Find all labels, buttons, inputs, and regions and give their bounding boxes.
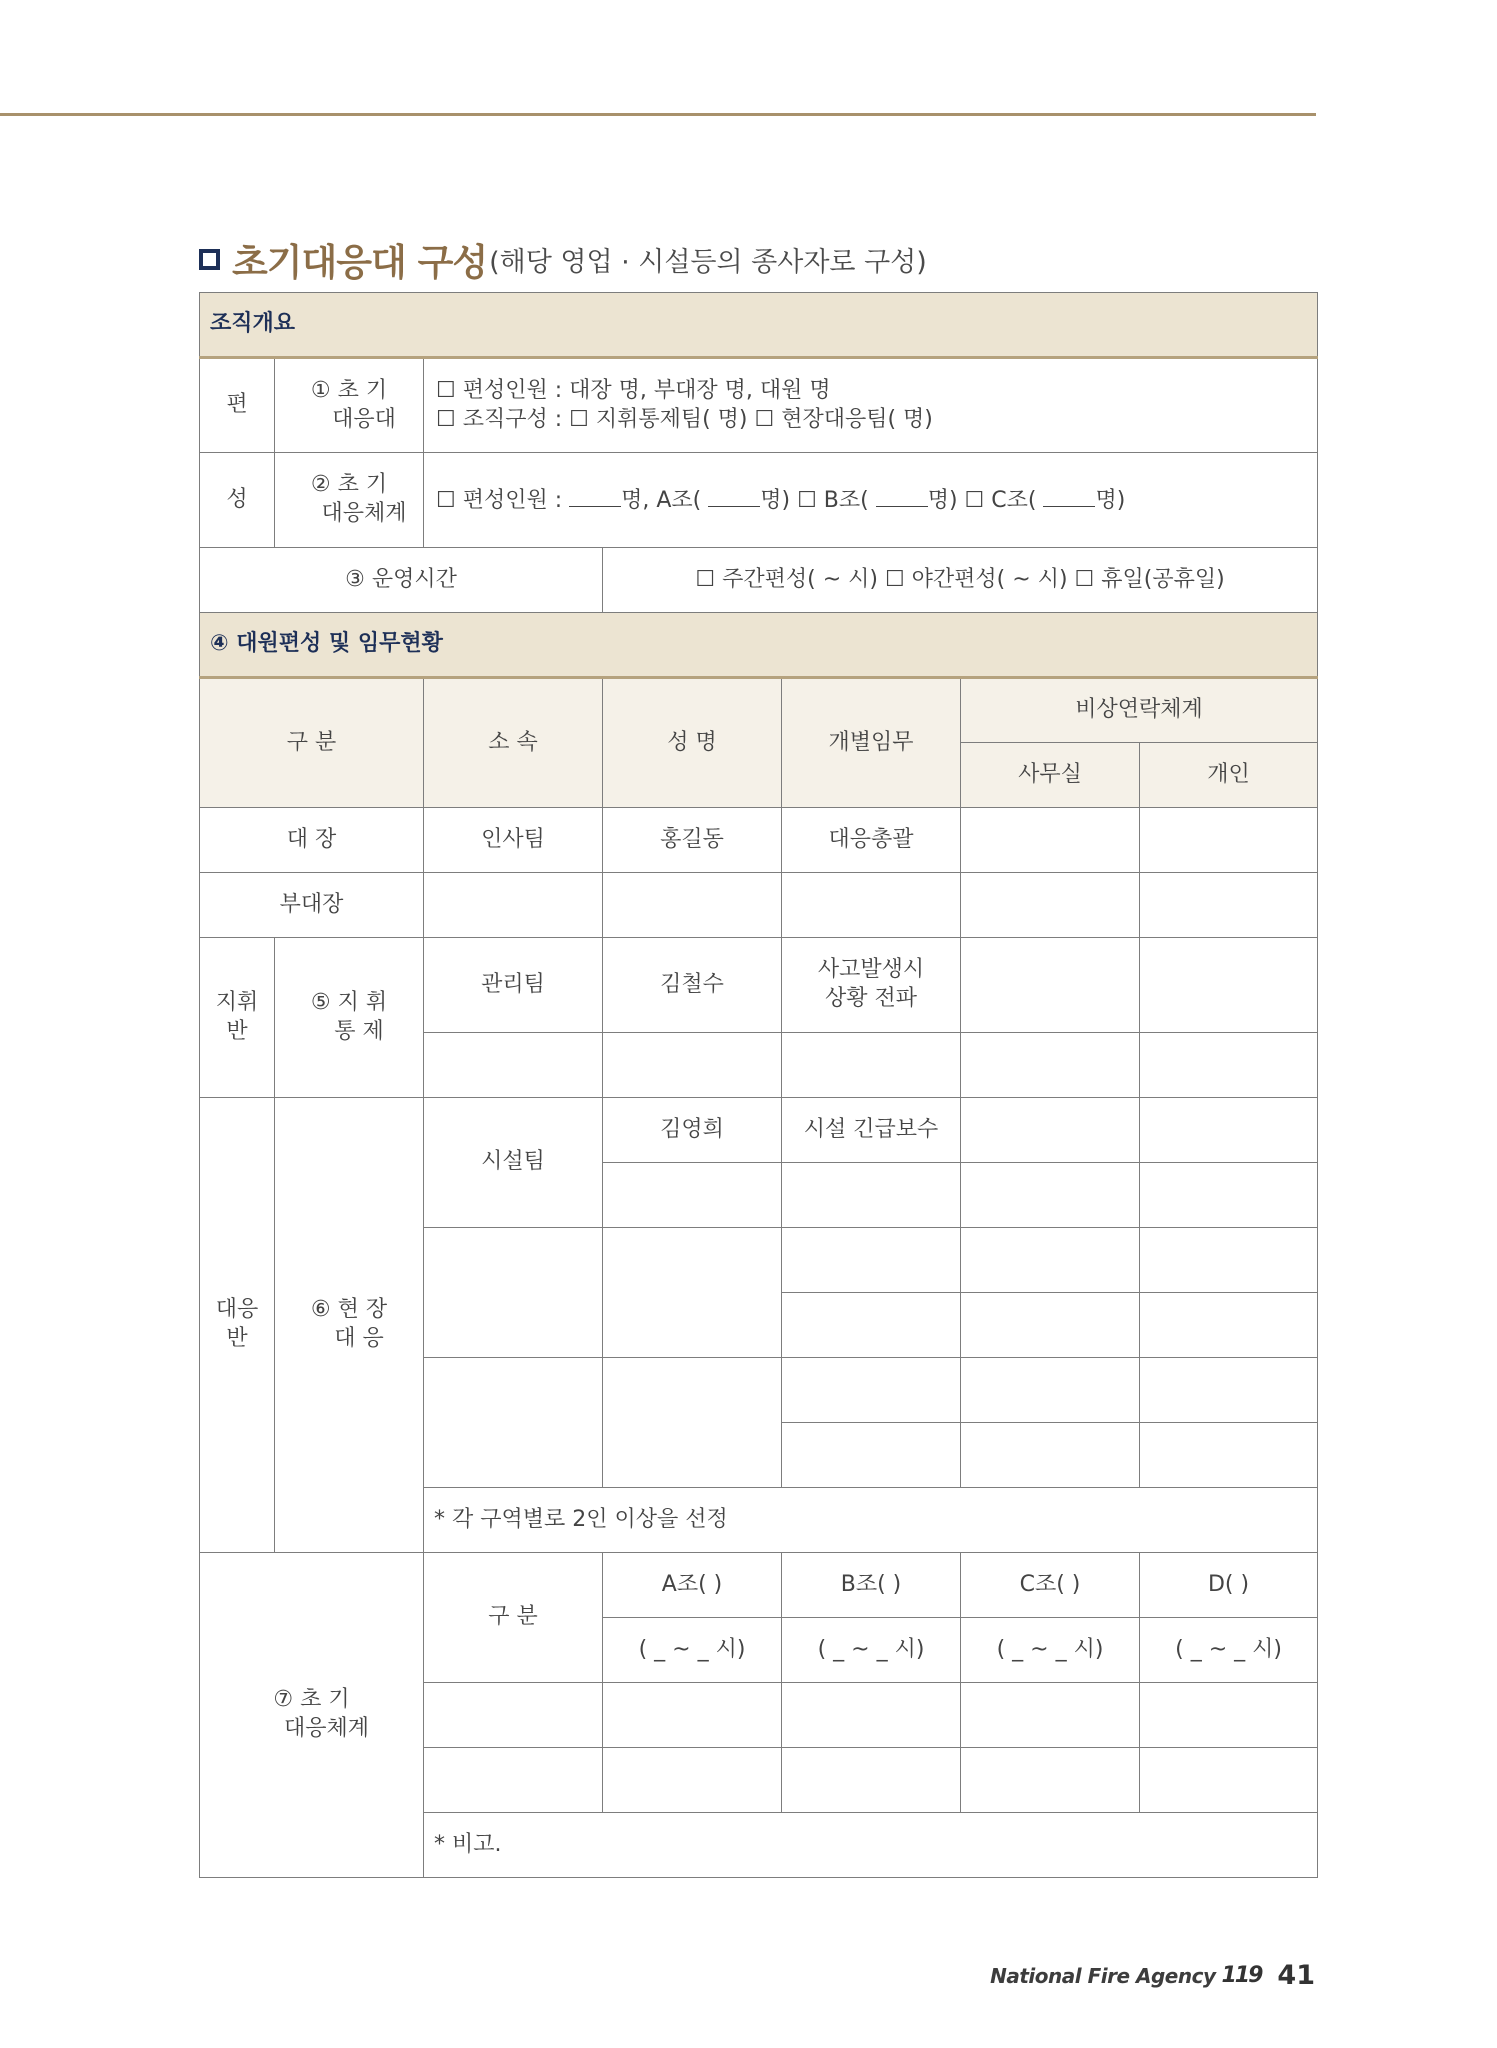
leader-label: 대 장: [200, 808, 424, 873]
agency-name: National Fire Agency: [990, 1963, 1216, 1988]
system-cell[interactable]: [782, 1748, 961, 1813]
page-number: 41: [1277, 1960, 1315, 1991]
row2-label-line2: 대응체계: [321, 501, 407, 526]
system-label-line2: 대응체계: [283, 1716, 369, 1741]
response-office-5[interactable]: [961, 1358, 1140, 1423]
header-name: 성 명: [603, 678, 782, 808]
header-personal: 개인: [1140, 743, 1318, 808]
command-name[interactable]: 김철수: [603, 938, 782, 1033]
row2-label: [275, 453, 424, 548]
top-rule: [0, 113, 1316, 116]
header-sosok: 소 속: [424, 678, 603, 808]
blank-line: [708, 484, 760, 507]
row2-label-line1: ② 초 기: [310, 472, 388, 498]
operating-hours-label: ③ 운영시간: [200, 548, 603, 613]
row1-line2[interactable]: ☐ 조직구성 : ☐ 지휘통제팀( 명) ☐ 현장대응팀( 명): [436, 406, 933, 432]
command-group-label: [200, 938, 275, 1098]
response-note: * 각 구역별로 2인 이상을 선정: [424, 1488, 1318, 1553]
response-office-2[interactable]: [961, 1163, 1140, 1228]
response-duty-6[interactable]: [782, 1423, 961, 1488]
section-heading: [199, 234, 927, 284]
command-group-line2: 반: [226, 1018, 248, 1044]
agency-logo: 119: [1221, 1963, 1262, 1988]
row2-text-5: 명): [1095, 488, 1126, 514]
response-office-3[interactable]: [961, 1228, 1140, 1293]
command-team-2[interactable]: [424, 1033, 603, 1098]
response-name-2[interactable]: [603, 1163, 782, 1228]
command-label: [275, 938, 424, 1098]
section-header-org: 조직개요: [200, 293, 1318, 358]
system-cell[interactable]: [961, 1748, 1140, 1813]
header-duty: 개별임무: [782, 678, 961, 808]
system-group-c[interactable]: C조( ): [961, 1553, 1140, 1618]
system-cell[interactable]: [603, 1683, 782, 1748]
operating-hours-value[interactable]: ☐ 주간편성( ~ 시) ☐ 야간편성( ~ 시) ☐ 휴일(공휴일): [603, 548, 1318, 613]
response-group-line2: 반: [226, 1326, 248, 1351]
command-office[interactable]: [961, 938, 1140, 1033]
response-office-6[interactable]: [961, 1423, 1140, 1488]
row1-label-line2: 대응대: [332, 406, 396, 432]
blank-line: [1043, 484, 1095, 507]
row2-text-1: ☐ 편성인원 :: [436, 488, 570, 514]
system-note: * 비고.: [424, 1813, 1318, 1878]
subleader-duty[interactable]: [782, 873, 961, 938]
response-label-line2: 대 응: [334, 1326, 384, 1351]
subleader-office[interactable]: [961, 873, 1140, 938]
command-duty-line1: 사고발생시: [817, 957, 925, 983]
response-name-5[interactable]: [603, 1358, 782, 1488]
row1-label-line1: ① 초 기: [310, 377, 388, 403]
square-bullet-icon: [199, 249, 220, 270]
system-cell[interactable]: [1140, 1683, 1318, 1748]
header-office: 사무실: [961, 743, 1140, 808]
leader-duty[interactable]: 대응총괄: [782, 808, 961, 873]
row2-text-4: 명) ☐ C조(: [927, 488, 1044, 514]
page-footer: [990, 1960, 1315, 1991]
system-cell[interactable]: [961, 1683, 1140, 1748]
row2-text-2: 명, A조(: [621, 488, 709, 514]
command-group-line1: 지휘: [215, 989, 259, 1015]
response-duty[interactable]: 시설 긴급보수: [782, 1098, 961, 1163]
leader-name[interactable]: 홍길동: [603, 808, 782, 873]
response-name-3[interactable]: [603, 1228, 782, 1358]
command-personal[interactable]: [1140, 938, 1318, 1033]
response-name[interactable]: 김영희: [603, 1098, 782, 1163]
system-label-line1: ⑦ 초 기: [273, 1687, 350, 1713]
system-time-a[interactable]: ( _ ~ _ 시): [603, 1618, 782, 1683]
command-label-line1: ⑤ 지 휘: [310, 989, 388, 1015]
leader-team[interactable]: 인사팀: [424, 808, 603, 873]
row1-content: [424, 358, 1318, 453]
response-personal-6[interactable]: [1140, 1423, 1318, 1488]
response-duty-3[interactable]: [782, 1228, 961, 1293]
response-group-line1: 대응: [215, 1297, 259, 1323]
command-team[interactable]: 관리팀: [424, 938, 603, 1033]
command-duty-line2: 상황 전파: [824, 986, 917, 1011]
header-contact: 비상연락체계: [961, 678, 1318, 743]
system-cell[interactable]: [603, 1748, 782, 1813]
header-gubun: 구 분: [200, 678, 424, 808]
response-team[interactable]: 시설팀: [424, 1098, 603, 1228]
response-duty-2[interactable]: [782, 1163, 961, 1228]
response-label: [275, 1098, 424, 1553]
row2-text-3: 명) ☐ B조(: [760, 488, 876, 514]
command-name-2[interactable]: [603, 1033, 782, 1098]
system-time-d[interactable]: ( _ ~ _ 시): [1140, 1618, 1318, 1683]
system-group-b[interactable]: B조( ): [782, 1553, 961, 1618]
system-label: [200, 1553, 424, 1878]
response-personal[interactable]: [1140, 1098, 1318, 1163]
response-duty-4[interactable]: [782, 1293, 961, 1358]
row2-content[interactable]: [424, 453, 1318, 548]
pyeon-label: 편: [200, 358, 275, 453]
response-office-4[interactable]: [961, 1293, 1140, 1358]
response-team-3[interactable]: [424, 1228, 603, 1358]
command-duty-2[interactable]: [782, 1033, 961, 1098]
system-time-b[interactable]: ( _ ~ _ 시): [782, 1618, 961, 1683]
response-duty-5[interactable]: [782, 1358, 961, 1423]
section-header-members: ④ 대원편성 및 임무현황: [200, 613, 1318, 678]
subleader-name[interactable]: [603, 873, 782, 938]
command-duty[interactable]: [782, 938, 961, 1033]
command-label-line2: 통 제: [334, 1018, 384, 1044]
response-label-line1: ⑥ 현 장: [310, 1297, 388, 1323]
command-office-2[interactable]: [961, 1033, 1140, 1098]
system-cell[interactable]: [1140, 1748, 1318, 1813]
system-time-c[interactable]: ( _ ~ _ 시): [961, 1618, 1140, 1683]
organization-form-table: [199, 292, 1318, 1878]
command-personal-2[interactable]: [1140, 1033, 1318, 1098]
response-team-5[interactable]: [424, 1358, 603, 1488]
system-cell[interactable]: [424, 1683, 603, 1748]
system-cell[interactable]: [424, 1748, 603, 1813]
row1-line1[interactable]: ☐ 편성인원 : 대장 명, 부대장 명, 대원 명: [436, 377, 831, 403]
response-personal-3[interactable]: [1140, 1228, 1318, 1293]
subleader-label: 부대장: [200, 873, 424, 938]
system-group-d[interactable]: D( ): [1140, 1553, 1318, 1618]
response-group-label: [200, 1098, 275, 1553]
row1-label: [275, 358, 424, 453]
blank-line: [569, 484, 621, 507]
response-personal-2[interactable]: [1140, 1163, 1318, 1228]
seong-label: 성: [200, 453, 275, 548]
leader-office[interactable]: [961, 808, 1140, 873]
response-personal-4[interactable]: [1140, 1293, 1318, 1358]
response-personal-5[interactable]: [1140, 1358, 1318, 1423]
blank-line: [876, 484, 928, 507]
leader-personal[interactable]: [1140, 808, 1318, 873]
system-cell[interactable]: [782, 1683, 961, 1748]
system-gubun: 구 분: [424, 1553, 603, 1683]
heading-subtitle: (해당 영업 · 시설등의 종사자로 구성): [489, 246, 927, 278]
subleader-team[interactable]: [424, 873, 603, 938]
response-office[interactable]: [961, 1098, 1140, 1163]
heading-title: 초기대응대 구성: [232, 241, 488, 284]
system-group-a[interactable]: A조( ): [603, 1553, 782, 1618]
subleader-personal[interactable]: [1140, 873, 1318, 938]
